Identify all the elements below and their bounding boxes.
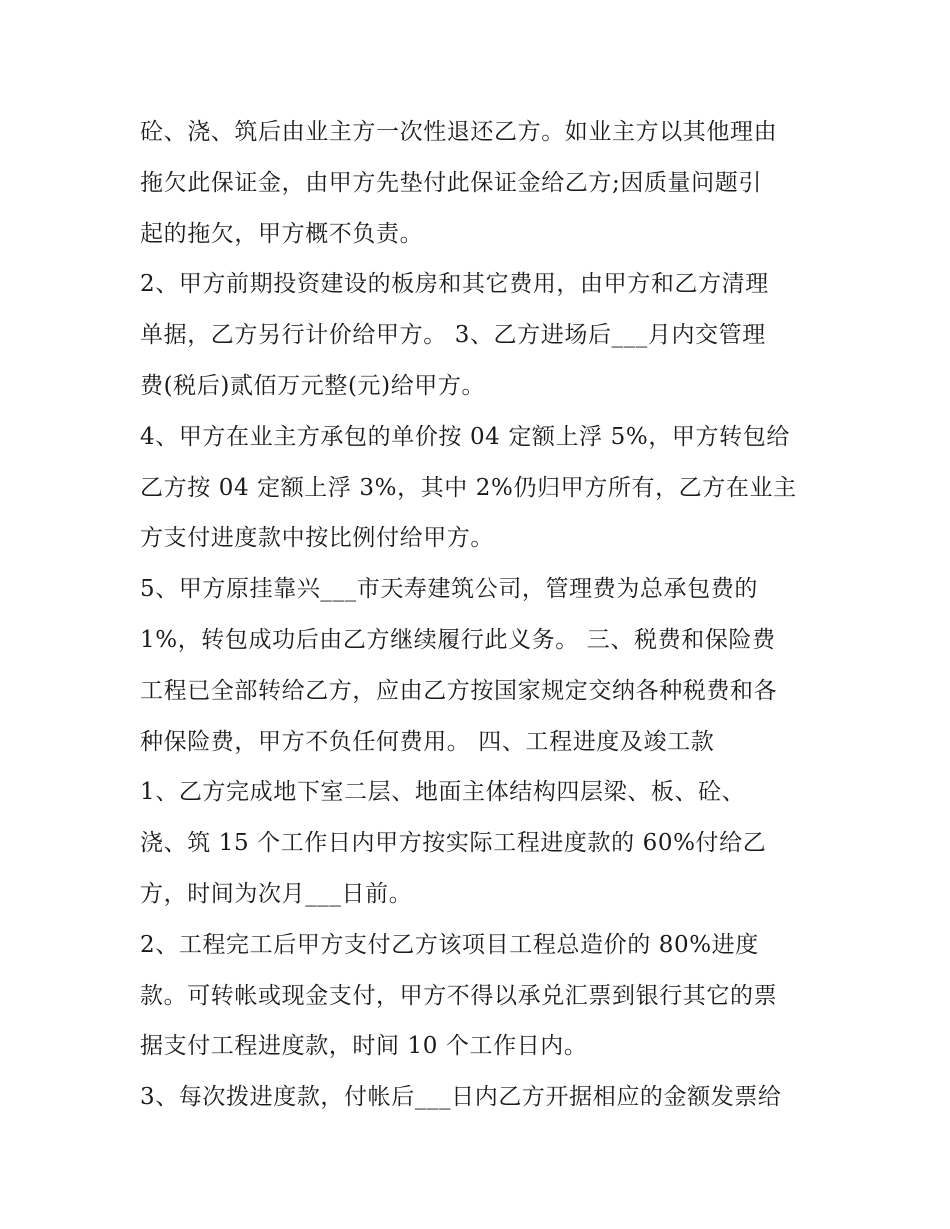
text-line: 浇、筑 15 个工作日内甲方按实际工程进度款的 60%付给乙	[140, 830, 767, 857]
text-line: 拖欠此保证金，由甲方先垫付此保证金给乙方;因质量问题引	[140, 169, 762, 196]
text-line: 1%，转包成功后由乙方继续履行此义务。 三、税费和保险费	[140, 626, 776, 653]
text-line: 1、乙方完成地下室二层、地面主体结构四层梁、板、砼、	[140, 779, 746, 806]
text-line: 单据，乙方另行计价给甲方。 3、乙方进场后___月内交管理	[140, 322, 766, 349]
text-line: 种保险费，甲方不负任何费用。 四、工程进度及竣工款	[140, 728, 715, 755]
text-line: 2、工程完工后甲方支付乙方该项目工程总造价的 80%进度	[140, 931, 759, 958]
text-line: 方，时间为次月___日前。	[140, 880, 413, 907]
contract-text	[140, 107, 820, 1123]
text-line: 2、甲方前期投资建设的板房和其它费用，由甲方和乙方清理	[140, 271, 769, 298]
text-line: 乙方按 04 定额上浮 3%，其中 2%仍归甲方所有，乙方在业主	[140, 474, 797, 501]
text-line: 3、每次拨进度款，付帐后___日内乙方开据相应的金额发票给	[140, 1084, 782, 1111]
text-line: 据支付工程进度款，时间 10 个工作日内。	[140, 1033, 588, 1060]
text-line: 起的拖欠，甲方概不负责。	[140, 220, 424, 247]
text-line: 方支付进度款中按比例付给甲方。	[140, 525, 494, 552]
text-line: 款。可转帐或现金支付，甲方不得以承兑汇票到银行其它的票	[140, 982, 778, 1009]
text-line: 4、甲方在业主方承包的单价按 04 定额上浮 5%，甲方转包给	[140, 423, 790, 450]
text-line: 费(税后)贰佰万元整(元)给甲方。	[140, 372, 486, 399]
text-line: 5、甲方原挂靠兴___市天寿建筑公司，管理费为总承包费的	[140, 576, 758, 603]
text-line: 工程已全部转给乙方，应由乙方按国家规定交纳各种税费和各	[140, 677, 778, 704]
text-line: 砼、浇、筑后由业主方一次性退还乙方。如业主方以其他理由	[140, 119, 778, 145]
